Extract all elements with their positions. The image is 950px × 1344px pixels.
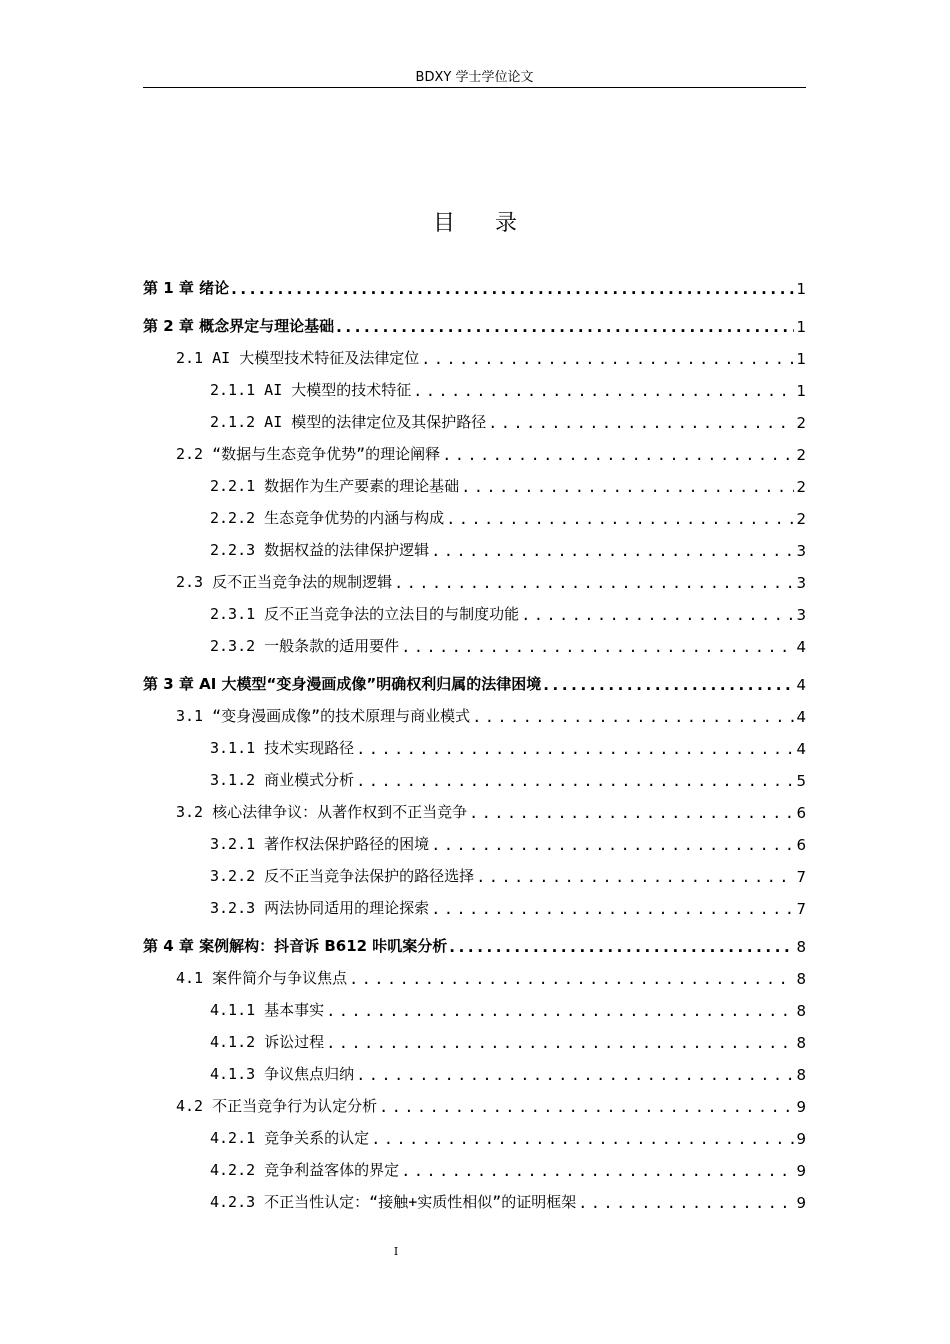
toc-entry-label: 2.1.1 AI 大模型的技术特征 xyxy=(210,381,412,399)
toc-entry[interactable] xyxy=(143,344,806,368)
toc-entry-label: 3.1.2 商业模式分析 xyxy=(210,771,355,789)
toc-dot-leader xyxy=(421,350,794,368)
toc-entry-label: 4.1.3 争议焦点归纳 xyxy=(210,1065,355,1083)
toc-entry[interactable] xyxy=(143,964,806,988)
toc-entry-page: 4 xyxy=(796,638,806,656)
toc-dot-leader xyxy=(401,638,794,656)
toc-entry[interactable] xyxy=(143,766,806,790)
toc-entry[interactable] xyxy=(143,670,806,694)
toc-entry-page: 4 xyxy=(796,676,806,694)
toc-title: 目录 xyxy=(432,211,557,236)
toc-entry-page: 3 xyxy=(796,606,806,624)
toc-dot-leader xyxy=(472,708,794,726)
toc-entry-label: 第 1 章 绪论 xyxy=(143,279,230,297)
toc-entry-page: 9 xyxy=(796,1130,806,1148)
toc-entry-label: 3.1 “变身漫画成像”的技术原理与商业模式 xyxy=(176,707,471,725)
toc-entry[interactable] xyxy=(143,408,806,432)
toc-entry-label: 4.1.1 基本事实 xyxy=(210,1001,325,1019)
toc-entry-label: 3.2 核心法律争议：从著作权到不正当竞争 xyxy=(176,803,468,821)
toc-entry-page: 9 xyxy=(796,1194,806,1212)
toc-entry-page: 8 xyxy=(796,1066,806,1084)
toc-entry-label: 2.1 AI 大模型技术特征及法律定位 xyxy=(176,349,420,367)
running-header: BDXY 学士学位论文 xyxy=(415,70,534,85)
toc-entry[interactable] xyxy=(143,312,806,336)
toc-entry-page: 2 xyxy=(796,446,806,464)
toc-entry-label: 3.1.1 技术实现路径 xyxy=(210,739,355,757)
toc-entry-label: 4.1 案件简介与争议焦点 xyxy=(176,969,348,987)
toc-entry-label: 2.3.2 一般条款的适用要件 xyxy=(210,637,400,655)
toc-entry[interactable] xyxy=(143,932,806,956)
toc-entry-label: 4.2.3 不正当性认定：“接触+实质性相似”的证明框架 xyxy=(210,1193,577,1211)
toc-dot-leader xyxy=(349,970,794,988)
toc-entry-label: 第 3 章 AI 大模型“变身漫画成像”明确权利归属的法律困境 xyxy=(143,675,542,693)
toc-entry-label: 3.2.3 两法协同适用的理论探索 xyxy=(210,899,430,917)
toc-dot-leader xyxy=(356,772,794,790)
toc-entry-label: 第 2 章 概念界定与理论基础 xyxy=(143,317,335,335)
toc-entry[interactable] xyxy=(143,376,806,400)
toc-entry-page: 2 xyxy=(796,510,806,528)
toc-entry[interactable] xyxy=(143,536,806,560)
toc-dot-leader xyxy=(356,740,794,758)
toc-entry[interactable] xyxy=(143,1060,806,1084)
toc-entry-label: 2.2.1 数据作为生产要素的理论基础 xyxy=(210,477,460,495)
toc-entry-page: 4 xyxy=(796,740,806,758)
toc-entry-page: 7 xyxy=(796,900,806,918)
toc-entry-page: 4 xyxy=(796,708,806,726)
toc-entry[interactable] xyxy=(143,894,806,918)
toc-dot-leader xyxy=(371,1130,794,1148)
toc-entry[interactable] xyxy=(143,734,806,758)
toc-entry[interactable] xyxy=(143,472,806,496)
toc-entry[interactable] xyxy=(143,830,806,854)
toc-dot-leader xyxy=(401,1162,794,1180)
toc-entry-page: 1 xyxy=(796,350,806,368)
toc-entry[interactable] xyxy=(143,798,806,822)
toc-dot-leader xyxy=(431,836,794,854)
toc-entry-label: 2.3.1 反不正当竞争法的立法目的与制度功能 xyxy=(210,605,520,623)
toc-dot-leader xyxy=(356,1066,794,1084)
toc-entry-page: 1 xyxy=(796,382,806,400)
toc-dot-leader xyxy=(446,510,794,528)
toc-entry[interactable] xyxy=(143,996,806,1020)
toc-dot-leader xyxy=(543,676,794,694)
toc-entry-page: 1 xyxy=(796,318,806,336)
toc-entry[interactable] xyxy=(143,862,806,886)
toc-entry-label: 4.2.2 竞争利益客体的界定 xyxy=(210,1161,400,1179)
toc-entry-page: 5 xyxy=(796,772,806,790)
toc-entry-page: 8 xyxy=(796,1034,806,1052)
toc-entry[interactable] xyxy=(143,440,806,464)
toc-entry-page: 2 xyxy=(796,478,806,496)
toc-entry[interactable] xyxy=(143,1124,806,1148)
toc-dot-leader xyxy=(469,804,794,822)
toc-entry-page: 6 xyxy=(796,804,806,822)
toc-entry[interactable] xyxy=(143,1188,806,1212)
toc-entry-page: 9 xyxy=(796,1162,806,1180)
toc-entry-label: 3.2.1 著作权法保护路径的困境 xyxy=(210,835,430,853)
toc-entry-page: 9 xyxy=(796,1098,806,1116)
toc-dot-leader xyxy=(394,574,794,592)
toc-entry[interactable] xyxy=(143,504,806,528)
toc-dot-leader xyxy=(476,868,794,886)
toc-dot-leader xyxy=(442,446,794,464)
toc-dot-leader xyxy=(431,900,794,918)
toc-entry-page: 2 xyxy=(796,414,806,432)
toc-dot-leader xyxy=(488,414,794,432)
toc-dot-leader xyxy=(326,1002,794,1020)
toc-entry[interactable] xyxy=(143,600,806,624)
toc-entry-label: 2.2.2 生态竞争优势的内涵与构成 xyxy=(210,509,445,527)
toc-dot-leader xyxy=(231,280,794,298)
toc-entry[interactable] xyxy=(143,632,806,656)
toc-dot-leader xyxy=(336,318,794,336)
toc-entry[interactable] xyxy=(143,568,806,592)
toc-entry-label: 4.2 不正当竞争行为认定分析 xyxy=(176,1097,378,1115)
toc-entry-label: 第 4 章 案例解构：抖音诉 B612 咔叽案分析 xyxy=(143,937,448,955)
toc-dot-leader xyxy=(449,938,794,956)
toc-entry-label: 4.1.2 诉讼过程 xyxy=(210,1033,325,1051)
toc-entry-label: 4.2.1 竞争关系的认定 xyxy=(210,1129,370,1147)
toc-dot-leader xyxy=(413,382,794,400)
toc-entry-label: 2.3 反不正当竞争法的规制逻辑 xyxy=(176,573,393,591)
toc-entry-label: 2.1.2 AI 模型的法律定位及其保护路径 xyxy=(210,413,487,431)
toc-entry-page: 3 xyxy=(796,574,806,592)
toc-entry-label: 2.2 “数据与生态竞争优势”的理论阐释 xyxy=(176,445,441,463)
toc-entry-page: 8 xyxy=(796,938,806,956)
toc-dot-leader xyxy=(461,478,794,496)
toc-dot-leader xyxy=(521,606,794,624)
toc-dot-leader xyxy=(578,1194,794,1212)
toc-dot-leader xyxy=(379,1098,794,1116)
toc-entry-page: 3 xyxy=(796,542,806,560)
toc-entry[interactable] xyxy=(143,1092,806,1116)
toc-entry-page: 8 xyxy=(796,1002,806,1020)
toc-entry-label: 2.2.3 数据权益的法律保护逻辑 xyxy=(210,541,430,559)
toc-entry-page: 6 xyxy=(796,836,806,854)
page-number: I xyxy=(393,1245,399,1258)
header-rule xyxy=(143,87,806,88)
toc-entry-page: 8 xyxy=(796,970,806,988)
toc-entry-label: 3.2.2 反不正当竞争法保护的路径选择 xyxy=(210,867,475,885)
toc-dot-leader xyxy=(431,542,794,560)
toc-entry[interactable] xyxy=(143,1028,806,1052)
toc-entry[interactable] xyxy=(143,702,806,726)
toc-entry-page: 1 xyxy=(796,280,806,298)
toc-entry[interactable] xyxy=(143,274,806,298)
toc-entry[interactable] xyxy=(143,1156,806,1180)
toc-entry-page: 7 xyxy=(796,868,806,886)
toc-dot-leader xyxy=(326,1034,794,1052)
